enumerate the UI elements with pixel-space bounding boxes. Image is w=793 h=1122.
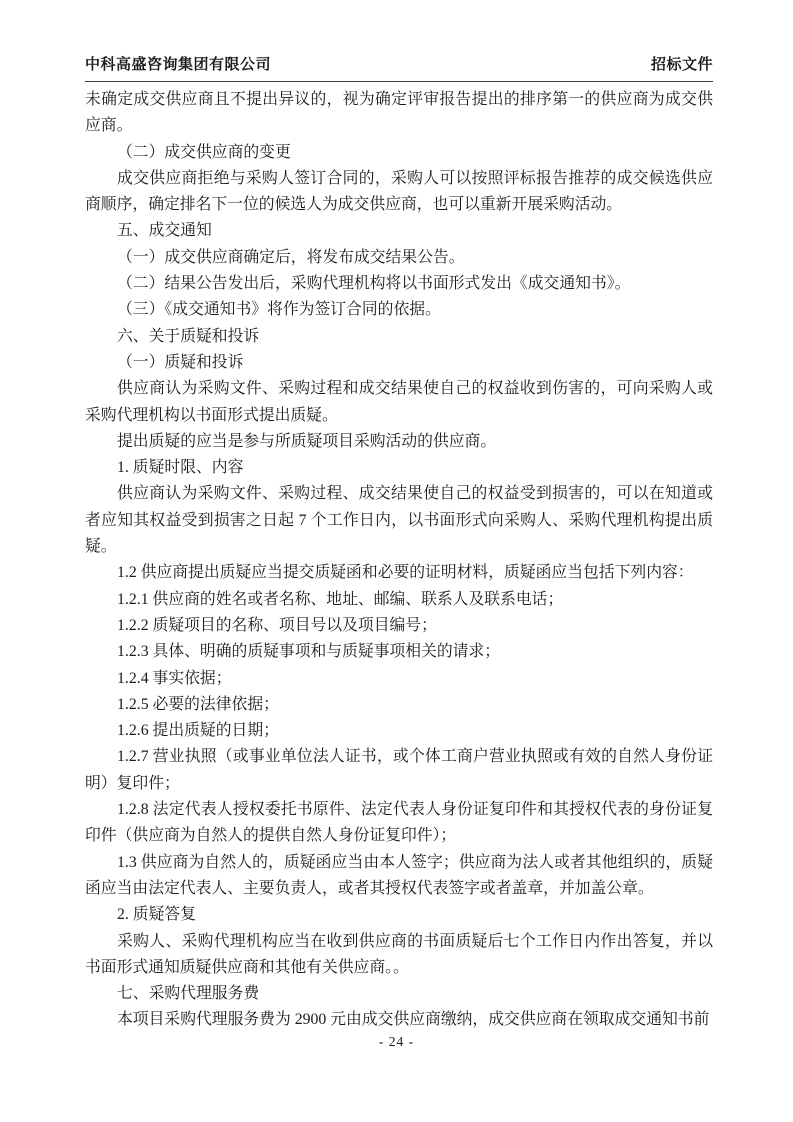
header-doc-type: 招标文件	[650, 57, 713, 73]
document-body	[85, 87, 713, 1034]
paragraph: 1.2.8 法定代表人授权委托书原件、法定代表人身份证复印件和其授权代表的身份证复印件（供应商为自然人的提供自然人身份证复印件）；	[85, 801, 713, 845]
paragraph: 提出质疑的应当是参与所质疑项目采购活动的供应商。	[117, 432, 497, 450]
paragraph: （二）结果公告发出后，采购代理机构将以书面形式发出《成交通知书》。	[117, 275, 631, 293]
paragraph: 五、成交通知	[117, 222, 212, 240]
paragraph: 供应商认为采购文件、采购过程、成交结果使自己的权益受到损害的，可以在知道或者应知其权益受到损害之日起 7 个工作日内，以书面形式向采购人、采购代理机构提出质疑。	[85, 485, 713, 556]
paragraph: 1. 质疑时限、内容	[117, 459, 244, 477]
paragraph: 七、采购代理服务费	[117, 985, 260, 1003]
paragraph: 1.2 供应商提出质疑应当提交质疑函和必要的证明材料，质疑函应当包括下列内容：	[117, 564, 694, 582]
page-number: - 24 -	[378, 1034, 415, 1049]
paragraph: 1.2.4 事实依据；	[117, 669, 232, 687]
paragraph: （一）质疑和投诉	[117, 353, 244, 371]
paragraph: 1.2.7 营业执照（或事业单位法人证书，或个体工商户营业执照或有效的自然人身份证明）复印件；	[85, 748, 713, 792]
paragraph: 1.3 供应商为自然人的，质疑函应当由本人签字；供应商为法人或者其他组织的，质疑函应当由法定代表人、主要负责人，或者其授权代表签字或者盖章，并加盖公章。	[85, 853, 713, 897]
paragraph: 未确定成交供应商且不提出异议的，视为确定评审报告提出的排序第一的供应商为成交供应商。	[85, 91, 713, 135]
paragraph: （一）成交供应商确定后，将发布成交结果公告。	[117, 248, 465, 266]
page-footer	[0, 1034, 793, 1050]
paragraph: 六、关于质疑和投诉	[117, 327, 260, 345]
paragraph: 采购人、采购代理机构应当在收到供应商的书面质疑后七个工作日内作出答复，并以书面形式通知质疑供应商和其他有关供应商。。	[85, 932, 713, 976]
paragraph: 1.2.1 供应商的姓名或者名称、地址、邮编、联系人及联系电话；	[117, 590, 564, 608]
header-company-name: 中科高盛咨询集团有限公司	[85, 57, 272, 73]
paragraph: 2. 质疑答复	[117, 906, 196, 924]
paragraph: 1.2.5 必要的法律依据；	[117, 695, 279, 713]
paragraph: 1.2.2 质疑项目的名称、项目号以及项目编号；	[117, 616, 437, 634]
paragraph: 供应商认为采购文件、采购过程和成交结果使自己的权益收到伤害的，可向采购人或采购代理机构以书面形式提出质疑。	[85, 380, 713, 424]
page-header	[85, 53, 713, 82]
paragraph: （三）《成交通知书》将作为签订合同的依据。	[117, 301, 441, 319]
paragraph: 1.2.3 具体、明确的质疑事项和与质疑事项相关的请求；	[117, 643, 501, 661]
paragraph: 本项目采购代理服务费为 2900 元由成交供应商缴纳，成交供应商在领取成交通知书前	[117, 1011, 710, 1029]
paragraph: 1.2.6 提出质疑的日期；	[117, 722, 279, 740]
paragraph: （二）成交供应商的变更	[117, 143, 291, 161]
paragraph: 成交供应商拒绝与采购人签订合同的，采购人可以按照评标报告推荐的成交候选供应商顺序，确定排名下一位的候选人为成交供应商，也可以重新开展采购活动。	[85, 169, 713, 214]
